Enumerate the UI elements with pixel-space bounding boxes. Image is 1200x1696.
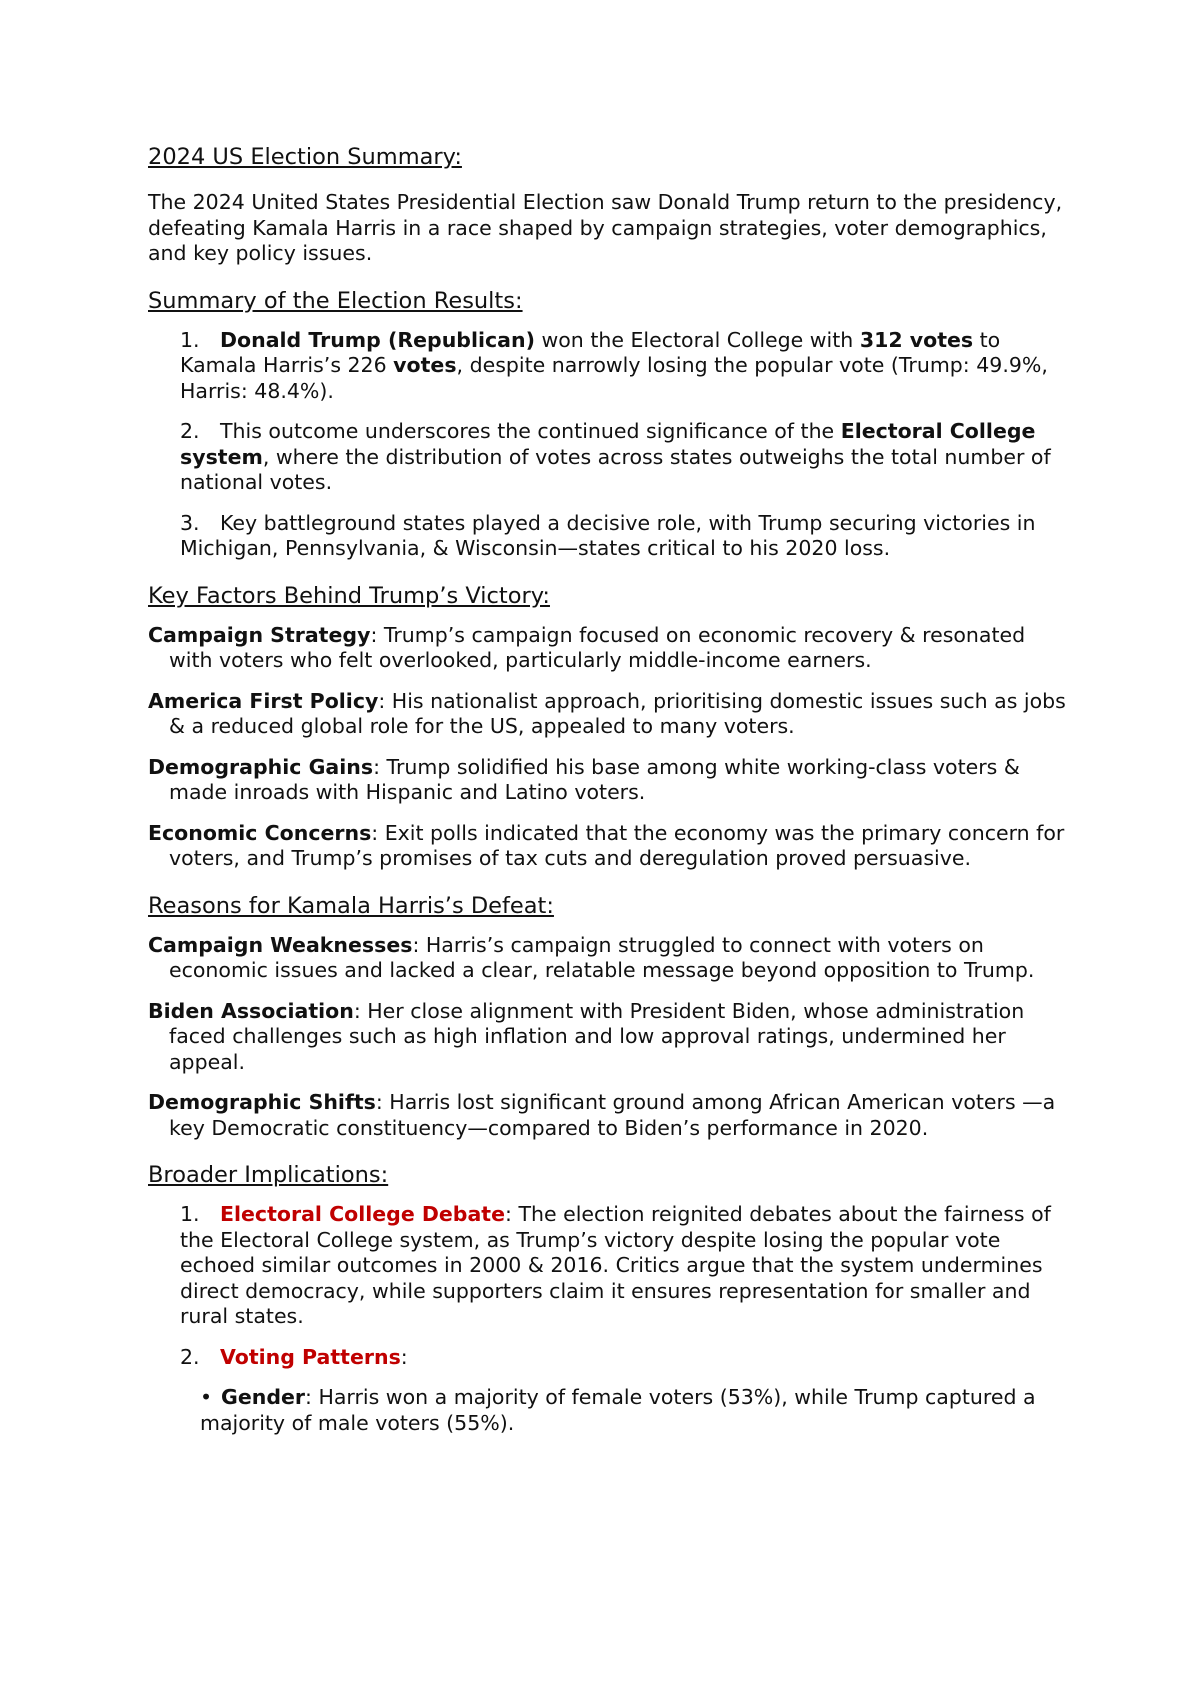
gender-bullet-item: [200, 1385, 1068, 1436]
defeat-term: Biden Association: [148, 998, 354, 1023]
defeat-text: : Harris’s campaign struggled to connect with voters on economic issues and lacked a clear, relatable message beyond opposition to Trump.: [169, 932, 1035, 982]
list-number: 3.: [180, 510, 200, 535]
item-text: , where the distribution of votes across states outweighs the total number of national votes.: [180, 444, 1051, 494]
list-number: 2.: [180, 1344, 200, 1369]
defeat-text: : Harris lost significant ground among African American voters —a key Democratic constituency—compared to Biden’s performance in 2020.: [169, 1090, 1056, 1140]
defeat-term: Campaign Weaknesses: [148, 932, 413, 957]
factor-item: [148, 821, 1068, 872]
factor-text: : Trump solidified his base among white working-class voters & made inroads with Hispanic and Latino voters.: [169, 754, 1020, 804]
defeat-text: : Her close alignment with President Biden, whose administration faced challenges such as high inflation and low approval ratings, undermined her appeal.: [169, 998, 1025, 1074]
bullet-icon: •: [200, 1385, 213, 1409]
bullet-text: : Harris won a majority of female voters (53%), while Trump captured a majority of male voters (55%).: [200, 1385, 1036, 1435]
implications-item-2: [180, 1345, 1068, 1371]
factor-item: [148, 689, 1068, 740]
item-text: This outcome underscores the continued significance of the: [220, 419, 841, 443]
factor-text: : His nationalist approach, prioritising domestic issues such as jobs & a reduced global role for the US, appealed to many voters.: [169, 688, 1066, 738]
item-text: to Kamala Harris’s 226: [180, 327, 1001, 377]
item-text: , despite narrowly losing the popular vote (Trump: 49.9%, Harris: 48.4%).: [180, 353, 1048, 403]
defeat-item: [148, 999, 1068, 1076]
document-body: [148, 143, 1068, 1436]
factor-item: [148, 623, 1068, 674]
intro-paragraph: The 2024 United States Presidential Election saw Donald Trump return to the presidency, defeating Kamala Harris in a race shaped by campaign strategies, voter demographics, and key policy issues.: [148, 190, 1063, 265]
defeat-term: Demographic Shifts: [148, 1090, 376, 1114]
bullet-term: Gender: [221, 1385, 306, 1409]
bold-text: Donald Trump (Republican): [220, 327, 535, 352]
implication-text: : The election reignited debates about the fairness of the Electoral College system, as Trump’s victory despite losing the popular vote echoed similar outcomes in 2000 & 2016. Critics argue that the system undermines direct democracy, while supporters claim it ensures representation for smaller and rural states.: [180, 1202, 1051, 1328]
list-number: 2.: [180, 419, 200, 443]
factor-term: Demographic Gains: [148, 754, 374, 779]
implications-heading: Broader Implications:: [148, 1162, 389, 1188]
list-number: 1.: [180, 327, 200, 352]
item-text: Key battleground states played a decisive role, with Trump securing victories in Michigan, Pennsylvania, & Wisconsin—states critical to his 2020 loss.: [180, 510, 1036, 560]
defeat-item: [148, 933, 1068, 984]
bold-text: Electoral College system: [180, 419, 1036, 469]
list-number: 1.: [180, 1202, 200, 1226]
item-text: won the Electoral College with: [534, 327, 860, 352]
defeat-item: [148, 1090, 1068, 1141]
factor-term: Economic Concerns: [148, 820, 372, 845]
factor-item: [148, 755, 1068, 806]
results-item-1: [180, 328, 1068, 405]
results-item-2: [180, 419, 1068, 496]
factor-term: America First Policy: [148, 688, 379, 713]
implications-item-1: [180, 1202, 1068, 1330]
bold-text: 312 votes: [859, 327, 974, 352]
implication-text: :: [400, 1344, 408, 1369]
factor-text: : Exit polls indicated that the economy was the primary concern for voters, and Trump’s promises of tax cuts and deregulation proved persuasive.: [169, 820, 1065, 870]
defeat-heading: Reasons for Kamala Harris’s Defeat:: [148, 892, 554, 919]
results-heading: Summary of the Election Results:: [148, 287, 523, 314]
factor-text: : Trump’s campaign focused on economic recovery & resonated with voters who felt overlooked, particularly middle-income earners.: [169, 622, 1026, 672]
document-title: 2024 US Election Summary:: [148, 144, 462, 170]
implication-term: Electoral College Debate: [220, 1202, 506, 1226]
factors-heading: Key Factors Behind Trump’s Victory:: [148, 582, 550, 609]
results-item-3: [180, 511, 1068, 562]
implication-term: Voting Patterns: [220, 1344, 401, 1369]
bold-text: votes: [393, 353, 457, 377]
factor-term: Campaign Strategy: [148, 622, 371, 647]
